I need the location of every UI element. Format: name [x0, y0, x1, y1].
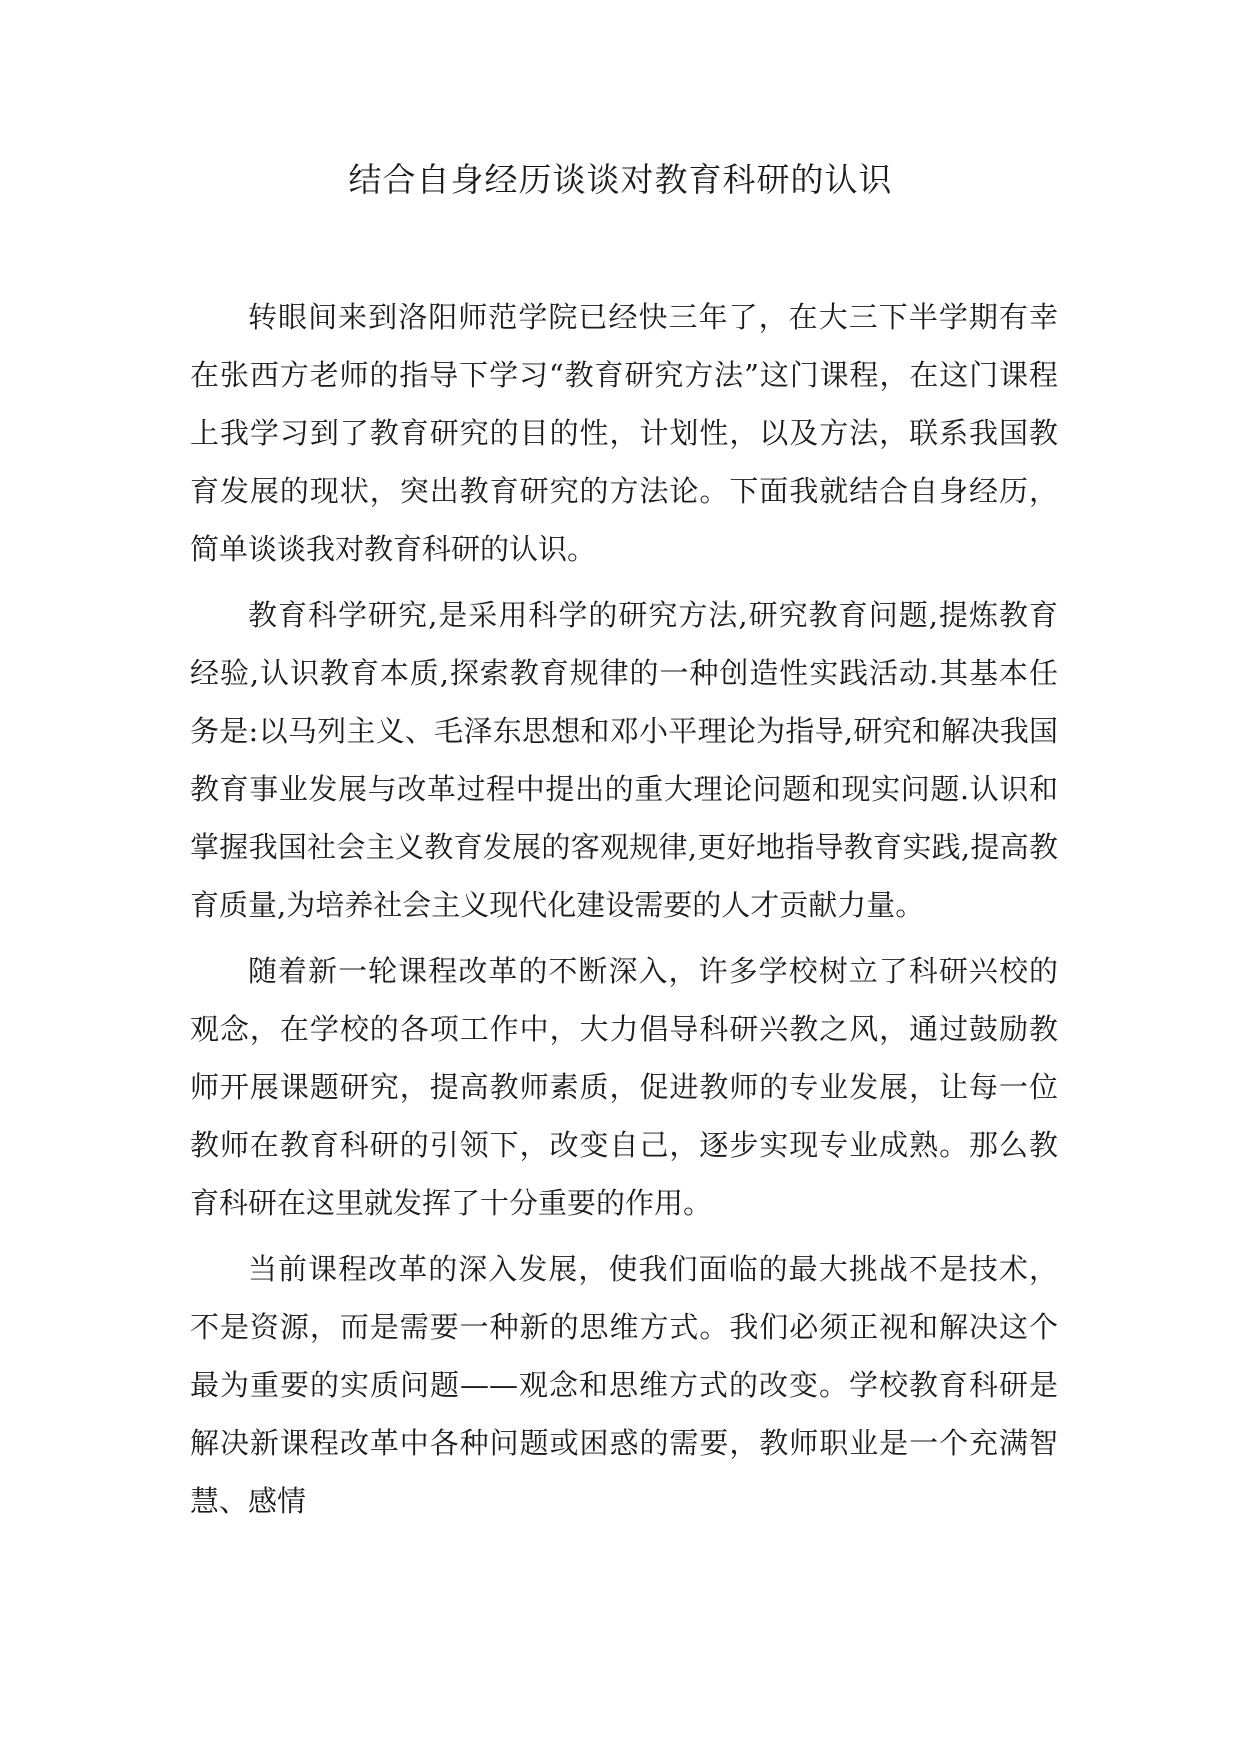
- paragraph-1: 转眼间来到洛阳师范学院已经快三年了，在大三下半学期有幸在张西方老师的指导下学习“教育研究方法”这门课程，在这门课程上我学习到了教育研究的目的性，计划性，以及方法，联系我国教育发展的现状，突出教育研究的方法论。下面我就结合自身经历，简单谈谈我对教育科研的认识。: [190, 300, 1058, 566]
- paragraph-2: 教育科学研究,是采用科学的研究方法,研究教育问题,提炼教育经验,认识教育本质,探索教育规律的一种创造性实践活动.其基本任务是:以马列主义、毛泽东思想和邓小平理论为指导,研究和解决我国教育事业发展与改革过程中提出的重大理论问题和现实问题.认识和掌握我国社会主义教育发展的客观规律,更好地指导教育实践,提高教育质量,为培养社会主义现代化建设需要的人才贡献力量。: [190, 598, 1058, 922]
- paragraph-3: 随着新一轮课程改革的不断深入，许多学校树立了科研兴校的观念，在学校的各项工作中，大力倡导科研兴教之风，通过鼓励教师开展课题研究，提高教师素质，促进教师的专业发展，让每一位教师在教育科研的引领下，改变自己，逐步实现专业成熟。那么教育科研在这里就发挥了十分重要的作用。: [190, 954, 1058, 1220]
- document-title: 结合自身经历谈谈对教育科研的认识: [348, 160, 893, 199]
- document-body: [190, 288, 1058, 1538]
- paragraph-4: 当前课程改革的深入发展，使我们面临的最大挑战不是技术，不是资源，而是需要一种新的思维方式。我们必须正视和解决这个最为重要的实质问题——观念和思维方式的改变。学校教育科研是解决新课程改革中各种问题或困惑的需要，教师职业是一个充满智慧、感情: [190, 1252, 1058, 1518]
